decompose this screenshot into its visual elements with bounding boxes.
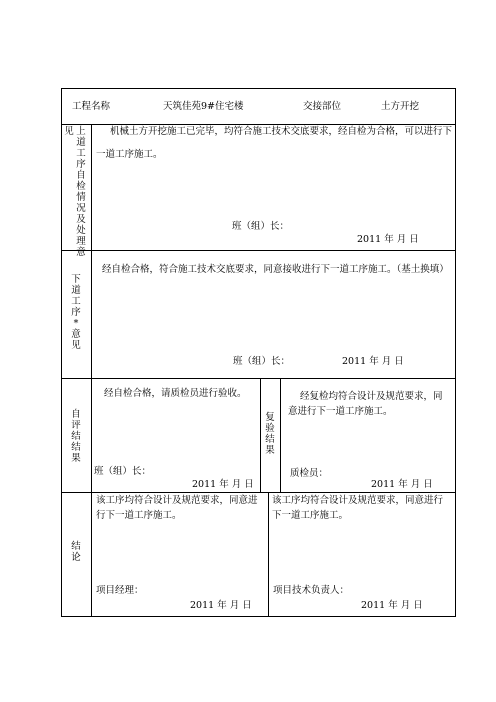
section2-date: 2011 年 月 日 [342, 356, 404, 367]
middle-divider [268, 492, 269, 617]
section3-right-date: 2011 年 月 日 [371, 479, 433, 490]
row-divider [61, 378, 456, 379]
project-name-label: 工程名称 [72, 101, 111, 112]
label-column-divider [91, 378, 92, 492]
section1-date: 2011 年 月 日 [357, 234, 419, 245]
section3-right-text: 经复检均符合设计及规范要求，同意进行下一道工序施工。 [288, 391, 443, 417]
middle-divider [260, 378, 261, 492]
section3-left-date: 2011 年 月 日 [192, 479, 254, 490]
section3-left-label: 自评结结果 [71, 409, 81, 464]
section3-left-leader: 班（组）长： [94, 466, 152, 477]
section4-left-manager: 项目经理： [96, 585, 144, 596]
label-column-divider [91, 492, 92, 617]
label-column-divider [91, 250, 92, 378]
section3-left-text: 经自检合格，请质检员进行验收。 [104, 388, 247, 399]
section3-right-label: 复验结果 [265, 412, 275, 456]
row-divider [61, 250, 456, 251]
section3-right-inspector: 质检员： [290, 468, 329, 479]
middle-label-divider [280, 378, 281, 492]
section1-side-label-a: 见 [64, 126, 74, 137]
form-table [61, 88, 456, 617]
section4-right-manager: 项目技术负责人： [273, 585, 350, 596]
section1-side-label: 上道工序自检情况及处理意 [76, 126, 86, 258]
section2-side-label: 下道工序*意见 [71, 274, 81, 351]
section1-leader: 班（组）长： [232, 221, 290, 232]
handover-part-label: 交接部位 [303, 101, 342, 112]
section4-right-text: 该工序均符合设计及规范要求，同意进行下一道工序施工。 [272, 495, 444, 521]
handover-part-value: 土方开挖 [381, 101, 420, 112]
project-name-value: 天筑佳苑9#住宅楼 [163, 101, 244, 112]
section2-leader: 班（组）长： [233, 356, 291, 367]
section1-text: 机械土方开挖施工已完毕，均符合施工技术交底要求，经自检为合格，可以进行下一道工序施工。 [96, 126, 453, 160]
section2-text: 经自检合格，符合施工技术交底要求，同意接收进行下一道工序施工。（基土换填） [102, 264, 449, 275]
section4-left-date: 2011 年 月 日 [190, 600, 252, 611]
section4-left-text: 该工序均符合设计及规范要求，同意进行下一道工序施工。 [96, 495, 258, 521]
label-column-divider [91, 124, 92, 250]
section4-right-date: 2011 年 月 日 [361, 600, 423, 611]
section4-label: 结论 [71, 541, 81, 563]
